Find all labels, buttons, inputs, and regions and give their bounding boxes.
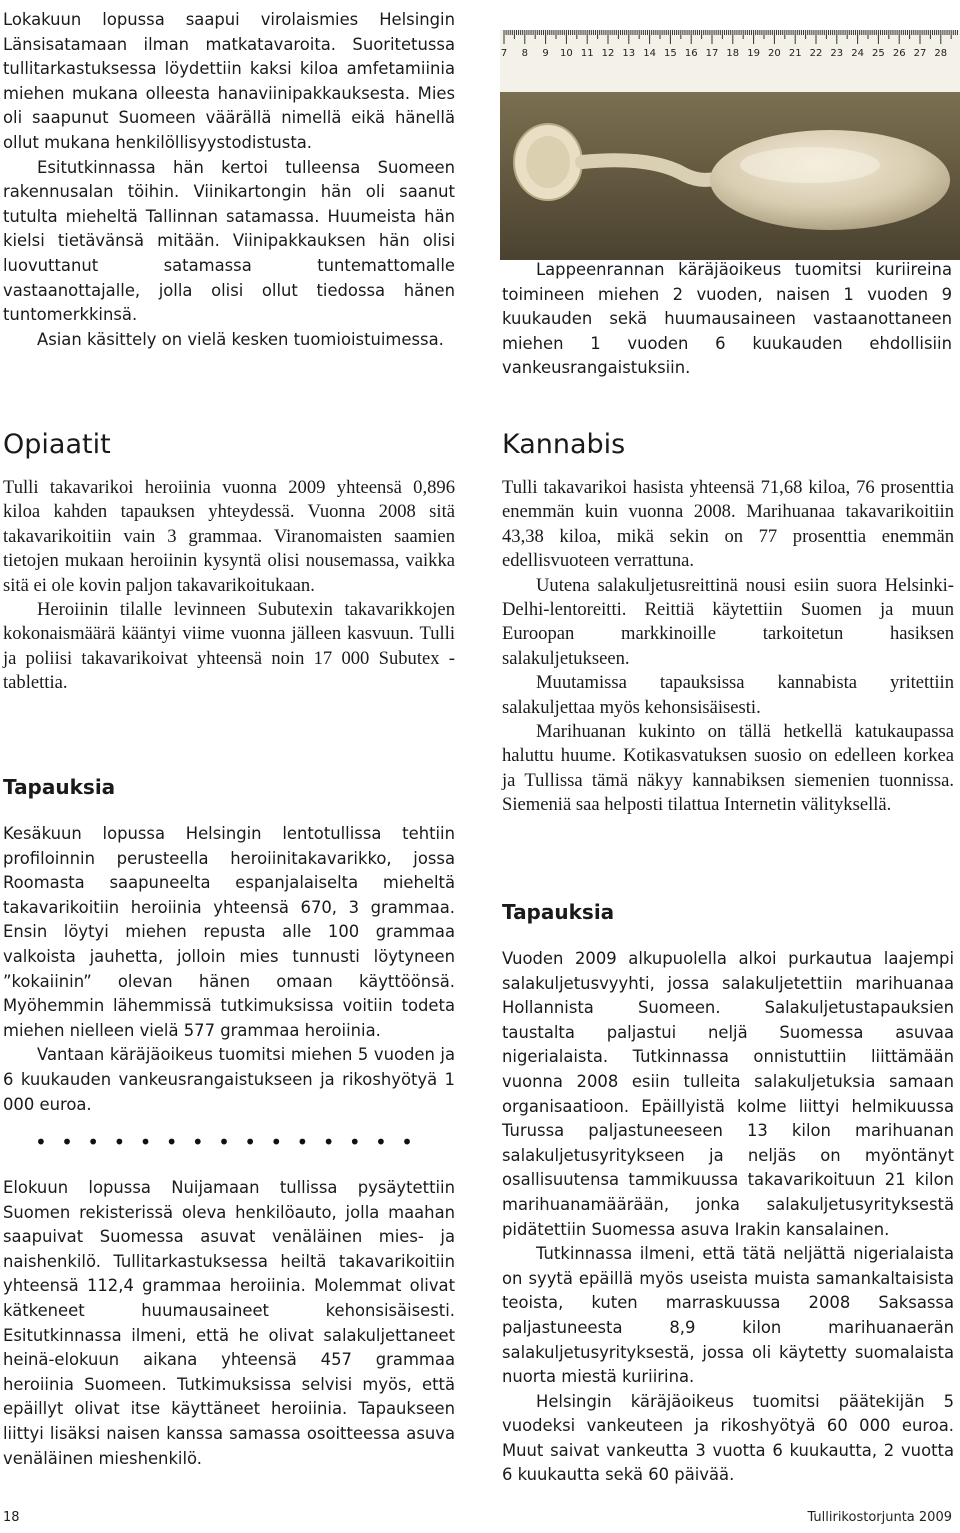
intro-paragraph: Esitutkinnassa hän kertoi tulleensa Suomeen rakennusalan töihin. Viinikartongin hän oli saanut tutulta mieheltä Tallinnan satamassa. Huumeista hän kielsi tietävänsä mitään. Viinipakkauksen hän olisi luovuttanut satamassa tuntemattomalle vastaanottajalle, jolla olisi ollut tiedossa hänen tuntomerkkinsä. [3, 157, 455, 325]
ruler-number: 7 [500, 48, 508, 59]
ruler-number: 20 [768, 48, 781, 59]
kannabis-section [502, 428, 954, 818]
intro-article [3, 8, 455, 352]
separator-dots: • • • • • • • • • • • • • • • [35, 1130, 417, 1154]
opiaatit-paragraph: Heroiinin tilalle levinneen Subutexin takavarikkojen kokonaismäärä kääntyi viime vuonna jälleen kasvuun. Tulli ja poliisi takavarikoivat yhteensä noin 17 000 Subutex -tablettia. [3, 599, 455, 694]
package-and-ruler-image [500, 30, 960, 260]
caption-text: Lappeenrannan käräjäoikeus tuomitsi kuriireina toimineen miehen 2 vuoden, naisen 1 vuoden 9 kuukauden sekä huumausaineen vastaanottaneen miehen 1 vuoden 6 kuukauden ehdollisiin vankeusrangaistuksiin. [502, 260, 952, 378]
ruler-number: 15 [664, 48, 677, 59]
ruler-number: 27 [913, 48, 927, 59]
case-paragraph: Tutkinnassa ilmeni, että tätä neljättä nigerialaista on syytä epäillä myös useista muista samankaltaisista teoista, kuten marraskuussa 2008 Saksassa paljastuneesta 8,9 kilon marihuanaerän salakuljetusyrityksestä, jossa oli käytetty suomalaista nuorta miestä kuriirina. [502, 1244, 954, 1387]
page-number: 18 [3, 1510, 20, 1525]
publication-title: Tullirikostorjunta 2009 [807, 1510, 952, 1525]
section-subheading: Tapauksia [3, 775, 116, 799]
ruler-number: 28 [934, 48, 948, 59]
tapauksia-right-section [502, 899, 954, 1488]
section-heading: Kannabis [502, 429, 626, 460]
intro-paragraph: Lokakuun lopussa saapui virolaismies Helsingin Länsisatamaan ilman matkatavaroita. Suoritetussa tullitarkastuksessa löydettiin kaksi kiloa amfetamiinia miehen mukana olleesta hanaviinipakkauksesta. Mies oli saapunut Suomeen väärällä nimellä eikä hänellä ollut mukana henkilöllisyystodistusta. [3, 10, 455, 152]
ruler [500, 30, 960, 92]
kannabis-paragraph: Tulli takavarikoi hasista yhteensä 71,68 kiloa, 76 prosenttia enemmän kuin vuonna 2008. Marihuanaa takavarikoitiin 43,38 kiloa, mikä sekin on 77 prosenttia enemmän edellisvuoteen verrattuna. [502, 477, 954, 572]
ruler-number: 26 [892, 48, 906, 59]
tapauksia-left-section [3, 774, 455, 1117]
ruler-number: 14 [643, 48, 656, 59]
ruler-number: 8 [521, 48, 528, 59]
evidence-photo [500, 30, 960, 260]
ruler-number: 23 [830, 48, 844, 59]
case-paragraph: Vuoden 2009 alkupuolella alkoi purkautua laajempi salakuljetusvyyhti, jossa salakuljetettiin marihuanaa Hollannista Suomeen. Salakuljetustapauksien taustalta paljastui neljä Suomessa asuvaa nigerialaista. Tutkinnassa onnistuttiin liittämään vuonna 2008 esiin tulleita salakuljetuksia samaan organisaatioon. Epäillyistä kolme liittyi helmikuussa Turussa paljastuneeseen 13 kilon marihuanan salakuljetusyritykseen ja neljäs on myöntänyt osallisuutensa tammikuussa takavarikoituun 21 kilon marihuanamäärään, jonka salakuljetusyrityksestä pidätettiin Suomessa asuva Irakin kansalainen. [502, 949, 954, 1239]
case-paragraph: Helsingin käräjäoikeus tuomitsi päätekijän 5 vuodeksi vankeuteen ja rikoshyötyä 60 000 euroa. Muut saivat vankeutta 3 vuotta 6 kuukautta, 2 vuotta 6 kuukautta sekä 60 päivää. [502, 1391, 954, 1485]
ruler-number: 17 [705, 48, 719, 59]
section-subheading: Tapauksia [502, 900, 615, 924]
ruler-number: 11 [580, 48, 594, 59]
ruler-number: 22 [809, 48, 823, 59]
opiaatit-section [3, 428, 455, 696]
ruler-number: 10 [560, 48, 573, 59]
ruler-number: 18 [726, 48, 740, 59]
case-paragraph: Kesäkuun lopussa Helsingin lentotullissa tehtiin profiloinnin perusteella heroiinitakavarikko, jossa Roomasta saapuneelta espanjalaiselta mieheltä takavarikoitiin heroiinia yhteensä 670, 3 grammaa. Ensin löytyi miehen repusta alle 100 grammaa valkoista jauhetta, jolloin mies tunnusti löytyneen ”kokaiinin” olevan hänen omaan käyttöönsä. Myöhemmin lähemmissä tutkimuksissa voitiin todeta miehen nielleen vielä 577 grammaa heroiinia. [3, 824, 455, 1040]
ruler-number: 13 [622, 48, 636, 59]
ruler-number: 9 [542, 48, 549, 59]
ruler-number: 16 [684, 48, 698, 59]
kannabis-paragraph: Marihuanan kukinto on tällä hetkellä katukaupassa haluttu huume. Kotikasvatuksen suosio on edelleen korkea ja Tullissa tämä näkyy kannabiksen siemenien tuonnissa. Siemeniä saa helposti tilattua Internetin välityksellä. [502, 721, 954, 816]
ruler-number: 12 [601, 48, 615, 59]
kannabis-paragraph: Uutena salakuljetusreittinä nousi esiin suora Helsinki-Delhi-lentoreitti. Reittiä käytettiin Suomen ja muun Euroopan markkinoille tarkoitetun hasiksen salakuljetukseen. [502, 574, 954, 669]
ruler-number: 21 [788, 48, 802, 59]
section-heading: Opiaatit [3, 429, 111, 460]
intro-paragraph: Asian käsittely on vielä kesken tuomioistuimessa. [37, 329, 444, 349]
ruler-number: 25 [872, 48, 885, 59]
ruler-number: 19 [747, 48, 760, 59]
opiaatit-paragraph: Tulli takavarikoi heroiinia vuonna 2009 yhteensä 0,896 kiloa kahden tapauksen yhteydessä. Vuonna 2008 sitä takavarikoitiin vain 3 grammaa. Viranomaisten saamien tietojen mukaan heroiinin kysyntä olisi nousemassa, vaikka sitä ei ole kovin paljon takavarikoitukaan. [3, 477, 455, 596]
case-second [3, 1176, 455, 1471]
case-paragraph: Elokuun lopussa Nuijamaan tullissa pysäytettiin Suomen rekisterissä oleva henkilöauto, jolla maahan saapuivat Suomessa asuvat venäläinen mies- ja naishenkilö. Tullitarkastuksessa heiltä takavarikoitiin yhteensä 112,4 grammaa heroiinia. Molemmat olivat kätkeneet huumausaineet kehonsisäisesti. Esitutkinnassa ilmeni, että he olivat salakuljettaneet heinä-elokuun aikana yhteensä 457 grammaa heroiinia Suomeen. Tutkimuksissa selvisi myös, että epäillyt olivat itse käyttäneet heroiinia. Tapaukseen liittyi lisäksi naisen kanssa samassa osoitteessa asuva venäläinen mieshenkilö. [3, 1178, 455, 1468]
kannabis-paragraph: Muutamissa tapauksissa kannabista yritettiin salakuljettaa myös kehonsisäisesti. [502, 672, 954, 718]
photo-caption [502, 258, 952, 381]
ruler-number: 24 [851, 48, 864, 59]
case-paragraph: Vantaan käräjäoikeus tuomitsi miehen 5 vuoden ja 6 kuukauden vankeusrangaistukseen ja rikoshyötyä 1 000 euroa. [3, 1045, 455, 1114]
